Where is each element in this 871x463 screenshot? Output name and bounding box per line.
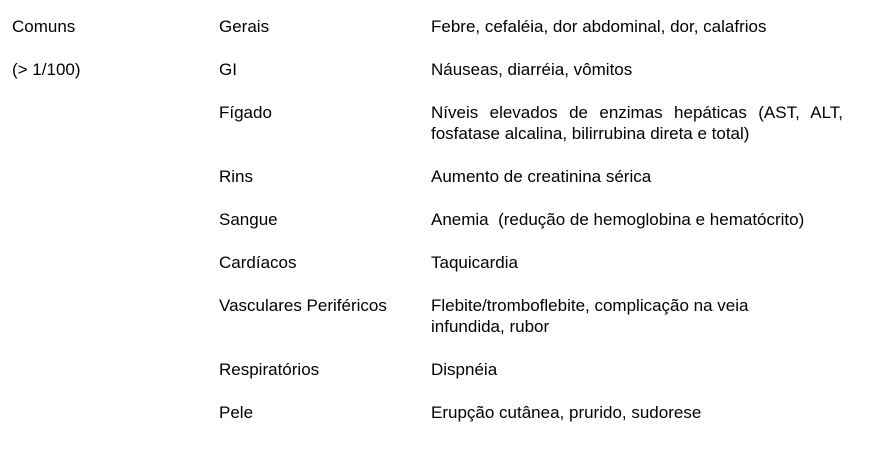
table-row bbox=[219, 59, 859, 80]
system-name: Vasculares Periféricos bbox=[219, 296, 387, 315]
effect-description: Flebite/tromboflebite, complicação na veia infundida, rubor bbox=[431, 296, 749, 336]
table-row bbox=[219, 102, 859, 144]
table-row bbox=[219, 209, 859, 230]
effect-description: Níveis elevados de enzimas hepáticas (AST, ALT, fosfatase alcalina, bilirrubina direta e total) bbox=[431, 103, 843, 143]
table-row bbox=[219, 252, 859, 273]
effect-description: Erupção cutânea, prurido, sudorese bbox=[431, 403, 702, 422]
frequency-range: (> 1/100) bbox=[12, 60, 81, 79]
effect-description: Náuseas, diarréia, vômitos bbox=[431, 60, 633, 79]
system-name: Gerais bbox=[219, 17, 270, 36]
system-name: Cardíacos bbox=[219, 253, 297, 272]
frequency-column bbox=[12, 16, 202, 102]
table-row bbox=[219, 295, 859, 337]
system-name: Fígado bbox=[219, 103, 272, 122]
effect-description: Taquicardia bbox=[431, 253, 518, 272]
system-name: Respiratórios bbox=[219, 360, 320, 379]
system-name: GI bbox=[219, 60, 237, 79]
table-row bbox=[219, 16, 859, 37]
system-name: Rins bbox=[219, 167, 254, 186]
table-row bbox=[219, 166, 859, 187]
effects-list bbox=[219, 16, 859, 445]
frequency-label: Comuns bbox=[12, 17, 76, 36]
effect-description: Aumento de creatinina sérica bbox=[431, 167, 652, 186]
table-row bbox=[219, 359, 859, 380]
effect-description: Dispnéia bbox=[431, 360, 498, 379]
effect-description: Febre, cefaléia, dor abdominal, dor, calafrios bbox=[431, 17, 767, 36]
system-name: Sangue bbox=[219, 210, 278, 229]
system-name: Pele bbox=[219, 403, 254, 422]
table-row bbox=[219, 402, 859, 423]
effect-description: Anemia (redução de hemoglobina e hematócrito) bbox=[431, 210, 805, 229]
